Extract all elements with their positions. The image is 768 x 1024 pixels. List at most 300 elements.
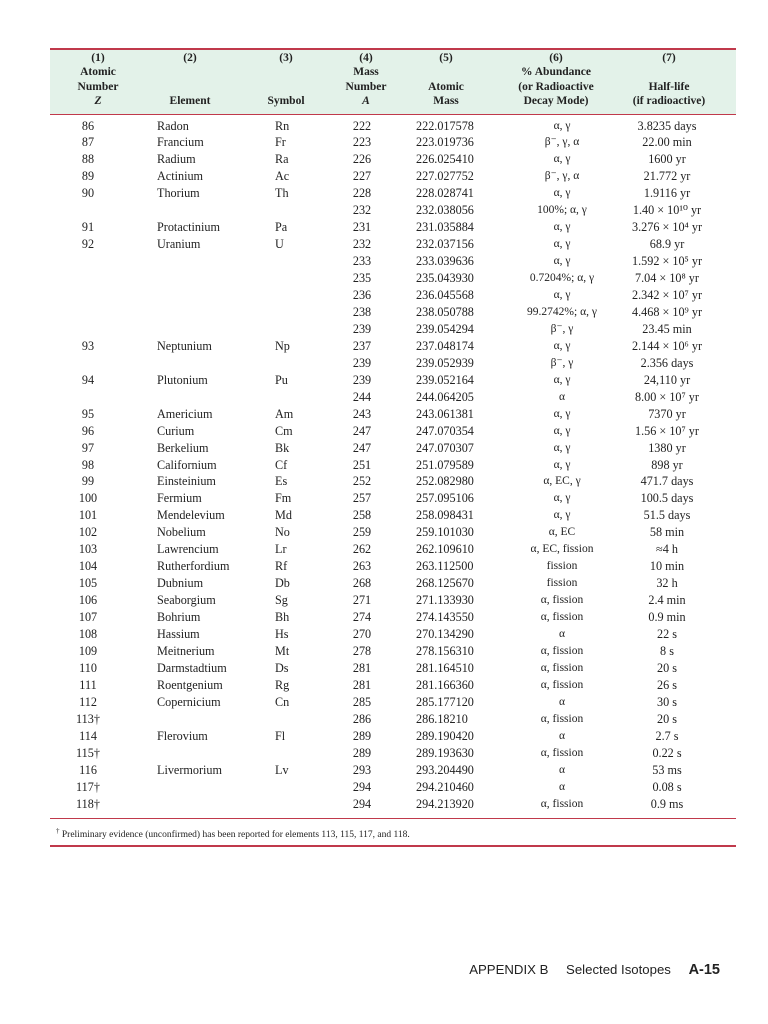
- table-row: [0, 728, 768, 745]
- cell-half-life: 24,110 yr: [643, 372, 691, 387]
- cell-decay-mode: fission: [546, 577, 578, 590]
- cell-half-life: 10 min: [649, 559, 685, 574]
- cell-half-life: 26 s: [657, 677, 677, 692]
- cell-half-life: 2.356 days: [640, 355, 694, 370]
- cell-decay-mode: α: [558, 390, 566, 403]
- cell-mass-number: 278: [352, 643, 372, 658]
- cell-symbol: Am: [275, 406, 294, 421]
- cell-decay-mode: fission: [546, 560, 578, 573]
- cell-atomic-mass: 258.098431: [416, 508, 474, 523]
- cell-atomic-mass: 239.052164: [416, 372, 474, 387]
- cell-atomic-number: 114: [79, 728, 97, 743]
- cell-decay-mode: 99.2742%; α, γ: [527, 305, 597, 318]
- table-row: [0, 338, 768, 355]
- cell-symbol: Mt: [275, 643, 290, 658]
- header-col3-spacer: [256, 65, 316, 94]
- cell-element: Californium: [157, 457, 217, 472]
- cell-atomic-number: 113†: [76, 711, 100, 726]
- cell-decay-mode: α, γ: [553, 339, 571, 352]
- table-row: [0, 524, 768, 541]
- cell-decay-mode: α, fission: [540, 661, 584, 674]
- cell-decay-mode: α, γ: [553, 509, 571, 522]
- cell-half-life: 1.9116 yr: [643, 186, 691, 201]
- header-col5-spacer: [416, 65, 476, 79]
- cell-half-life: 1.40 × 10¹⁰ yr: [632, 203, 702, 218]
- cell-atomic-mass: 243.061381: [416, 406, 474, 421]
- cell-mass-number: 231: [352, 220, 372, 235]
- cell-decay-mode: α, γ: [553, 373, 571, 386]
- header-col7-line2: (if radioactive): [632, 95, 706, 108]
- cell-atomic-mass: 244.064205: [416, 389, 474, 404]
- cell-mass-number: 252: [352, 474, 372, 489]
- cell-atomic-mass: 235.043930: [416, 271, 474, 286]
- header-col2-num: (2): [183, 52, 197, 64]
- cell-decay-mode: α, γ: [553, 492, 571, 505]
- cell-decay-mode: β⁻, γ: [550, 356, 574, 369]
- cell-mass-number: 257: [352, 491, 372, 506]
- table-row: [0, 473, 768, 490]
- appendix-label: APPENDIX B: [469, 962, 549, 977]
- header-atomic-number: [70, 51, 126, 109]
- cell-atomic-number: 91: [81, 220, 95, 235]
- cell-half-life: 2.7 s: [655, 728, 679, 743]
- cell-mass-number: 247: [352, 440, 372, 455]
- header-col1-line1: Atomic: [80, 66, 116, 79]
- cell-atomic-mass: 247.070307: [416, 440, 474, 455]
- header-col6-num: (6): [549, 52, 563, 64]
- table-row: [0, 592, 768, 609]
- cell-half-life: 30 s: [657, 694, 677, 709]
- table-row: [0, 660, 768, 677]
- cell-half-life: 2.144 × 10⁶ yr: [631, 338, 703, 353]
- cell-atomic-number: 95: [81, 406, 95, 421]
- cell-decay-mode: β⁻, γ, α: [544, 136, 580, 149]
- header-col6-line3: Decay Mode): [523, 95, 589, 108]
- table-row: [0, 711, 768, 728]
- cell-atomic-number: 110: [79, 660, 97, 675]
- header-col4-line2: Number: [345, 80, 387, 93]
- cell-half-life: 22.00 min: [642, 135, 692, 150]
- cell-element: Actinium: [157, 169, 204, 184]
- cell-atomic-number: 96: [81, 423, 95, 438]
- cell-decay-mode: 0.7204%; α, γ: [529, 272, 595, 285]
- cell-half-life: 0.22 s: [652, 745, 682, 760]
- cell-atomic-number: 106: [78, 593, 98, 608]
- table-row: [0, 457, 768, 474]
- cell-atomic-number: 105: [78, 576, 98, 591]
- cell-mass-number: 263: [352, 559, 372, 574]
- cell-decay-mode: α: [558, 780, 566, 793]
- cell-mass-number: 239: [352, 355, 372, 370]
- cell-atomic-mass: 252.082980: [416, 474, 474, 489]
- table-row: [0, 118, 768, 135]
- cell-mass-number: 281: [352, 677, 372, 692]
- cell-symbol: Db: [275, 576, 290, 591]
- cell-element: Francium: [157, 135, 204, 150]
- table-row: [0, 507, 768, 524]
- cell-decay-mode: α, fission: [540, 797, 584, 810]
- cell-decay-mode: α, γ: [553, 407, 571, 420]
- table-row: [0, 219, 768, 236]
- header-col6-line2: (or Radioactive: [518, 80, 594, 93]
- cell-atomic-mass: 237.048174: [416, 338, 474, 353]
- cell-symbol: Bh: [275, 610, 290, 625]
- cell-element: Meitnerium: [157, 643, 215, 658]
- header-col2-spacer: [150, 65, 230, 94]
- table-row: [0, 575, 768, 592]
- cell-atomic-mass: 236.045568: [416, 288, 474, 302]
- cell-atomic-mass: 281.164510: [416, 660, 474, 675]
- cell-atomic-mass: 271.133930: [416, 593, 474, 608]
- cell-atomic-number: 97: [81, 440, 95, 455]
- cell-decay-mode: α: [558, 763, 566, 776]
- cell-element: Mendelevium: [157, 508, 225, 523]
- table-row: [0, 355, 768, 372]
- cell-atomic-number: 101: [78, 508, 98, 523]
- cell-decay-mode: α, γ: [553, 458, 571, 471]
- table-row: [0, 762, 768, 779]
- section-title: Selected Isotopes: [566, 962, 671, 977]
- cell-atomic-mass: 239.054294: [416, 321, 474, 336]
- cell-decay-mode: α, fission: [540, 644, 584, 657]
- cell-symbol: Lv: [275, 762, 289, 777]
- header-col1-num: (1): [91, 52, 105, 64]
- cell-half-life: 68.9 yr: [649, 237, 685, 252]
- cell-decay-mode: α: [558, 729, 566, 742]
- cell-atomic-number: 99: [81, 474, 95, 489]
- cell-element: Thorium: [157, 186, 200, 201]
- cell-atomic-mass: 259.101030: [416, 525, 474, 540]
- cell-atomic-number: 115†: [76, 745, 100, 760]
- table-row: [0, 287, 768, 304]
- table-row: [0, 151, 768, 168]
- cell-element: Radon: [157, 118, 189, 133]
- cell-atomic-number: 112: [79, 694, 97, 709]
- cell-half-life: 20 s: [657, 711, 677, 726]
- cell-atomic-mass: 247.070354: [416, 423, 474, 438]
- cell-symbol: Bk: [275, 440, 290, 455]
- cell-symbol: No: [275, 525, 290, 540]
- cell-element: Livermorium: [157, 762, 222, 777]
- cell-atomic-number: 102: [78, 525, 98, 540]
- header-col7-line1: Half-life: [648, 80, 690, 93]
- cell-atomic-mass: 294.213920: [416, 796, 474, 811]
- page-number: A-15: [688, 962, 720, 978]
- cell-decay-mode: α, γ: [553, 441, 571, 454]
- cell-element: Radium: [157, 152, 196, 167]
- header-col5-line2: Mass: [433, 95, 459, 108]
- cell-mass-number: 233: [352, 254, 372, 269]
- cell-element: Nobelium: [157, 525, 206, 540]
- cell-atomic-mass: 232.038056: [416, 203, 474, 218]
- cell-atomic-number: 89: [81, 169, 95, 184]
- cell-symbol: Pa: [275, 220, 288, 235]
- cell-half-life: 1600 yr: [648, 152, 686, 167]
- cell-element: Flerovium: [157, 728, 208, 743]
- cell-symbol: Ra: [275, 152, 289, 167]
- cell-decay-mode: α, EC, γ: [543, 475, 581, 488]
- table-row: [0, 253, 768, 270]
- cell-symbol: Es: [275, 474, 288, 489]
- cell-mass-number: 239: [352, 372, 372, 387]
- cell-decay-mode: α, γ: [553, 221, 571, 234]
- header-col3-num: (3): [279, 52, 293, 64]
- table-row: [0, 270, 768, 287]
- table-row: [0, 745, 768, 762]
- cell-atomic-mass: 223.019736: [416, 135, 474, 150]
- cell-half-life: 32 h: [656, 576, 678, 591]
- cell-element: Rutherfordium: [157, 559, 230, 574]
- cell-symbol: Rg: [275, 677, 290, 692]
- cell-atomic-number: 100: [78, 491, 98, 506]
- cell-symbol: Fl: [275, 728, 286, 743]
- cell-atomic-number: 98: [81, 457, 95, 472]
- cell-mass-number: 294: [352, 779, 372, 794]
- cell-atomic-mass: 226.025410: [416, 152, 474, 167]
- cell-element: Hassium: [157, 627, 200, 641]
- cell-atomic-mass: 227.027752: [416, 169, 474, 184]
- table-row: [0, 168, 768, 185]
- cell-symbol: Cn: [275, 694, 290, 709]
- cell-atomic-mass: 257.095106: [416, 491, 474, 506]
- table-row: [0, 541, 768, 558]
- cell-atomic-number: 116: [79, 762, 97, 777]
- cell-half-life: 1.56 × 10⁷ yr: [635, 423, 699, 438]
- cell-atomic-mass: 289.193630: [416, 745, 474, 760]
- cell-half-life: ≈4 h: [656, 542, 678, 557]
- cell-element: Dubnium: [157, 576, 204, 591]
- header-col4-line1: Mass: [353, 66, 379, 79]
- table-row: [0, 423, 768, 440]
- cell-atomic-number: 93: [81, 338, 95, 353]
- table-row: [0, 558, 768, 575]
- cell-mass-number: 227: [352, 169, 372, 184]
- header-col6-line1: % Abundance: [521, 66, 591, 79]
- cell-symbol: Cf: [275, 457, 288, 472]
- cell-mass-number: 251: [352, 457, 372, 472]
- cell-half-life: 2.4 min: [648, 593, 686, 608]
- cell-atomic-number: 90: [81, 186, 95, 201]
- cell-atomic-number: 107: [78, 610, 98, 625]
- cell-atomic-number: 87: [81, 135, 95, 150]
- cell-element: Curium: [157, 423, 195, 438]
- cell-mass-number: 238: [352, 304, 372, 319]
- cell-half-life: 3.276 × 10⁴ yr: [631, 220, 703, 235]
- cell-mass-number: 285: [352, 694, 372, 709]
- cell-atomic-mass: 238.050788: [416, 304, 474, 319]
- cell-symbol: Fm: [275, 491, 292, 506]
- cell-atomic-mass: 293.204490: [416, 762, 474, 777]
- cell-half-life: 22 s: [657, 627, 677, 641]
- table-row: [0, 779, 768, 796]
- cell-half-life: 8.00 × 10⁷ yr: [635, 389, 699, 404]
- cell-mass-number: 232: [352, 203, 372, 218]
- footnote-bottom-rule: [50, 845, 736, 847]
- cell-mass-number: 239: [352, 321, 372, 336]
- cell-symbol: Ds: [275, 660, 289, 675]
- cell-mass-number: 243: [352, 406, 372, 421]
- cell-atomic-mass: 222.017578: [416, 118, 474, 133]
- cell-decay-mode: α, fission: [540, 594, 584, 607]
- cell-symbol: Fr: [275, 135, 286, 150]
- cell-element: Americium: [157, 406, 213, 421]
- cell-decay-mode: α, γ: [553, 424, 571, 437]
- header-atomic-mass: [416, 51, 476, 109]
- cell-decay-mode: β⁻, γ, α: [544, 170, 580, 183]
- cell-half-life: 3.8235 days: [637, 118, 697, 133]
- cell-mass-number: 270: [352, 627, 372, 641]
- table-row: [0, 626, 768, 643]
- cell-half-life: 1.592 × 10⁵ yr: [631, 254, 703, 269]
- table-row: [0, 304, 768, 321]
- cell-decay-mode: α, fission: [540, 746, 584, 759]
- cell-mass-number: 236: [352, 288, 372, 302]
- cell-decay-mode: α, γ: [553, 255, 571, 268]
- header-symbol: [256, 51, 316, 109]
- table-row: [0, 609, 768, 626]
- cell-decay-mode: 100%; α, γ: [537, 204, 587, 217]
- cell-half-life: 53 ms: [652, 762, 682, 777]
- cell-atomic-number: 108: [78, 627, 98, 641]
- cell-symbol: Np: [275, 338, 290, 353]
- cell-half-life: 21.772 yr: [643, 169, 691, 184]
- cell-atomic-mass: 294.210460: [416, 779, 474, 794]
- cell-atomic-mass: 268.125670: [416, 576, 474, 591]
- cell-decay-mode: α, γ: [553, 289, 571, 301]
- cell-half-life: 20 s: [657, 660, 677, 675]
- cell-half-life: 23.45 min: [642, 321, 692, 336]
- cell-decay-mode: α, fission: [540, 678, 584, 691]
- table-row: [0, 389, 768, 406]
- cell-mass-number: 223: [352, 135, 372, 150]
- header-col4-symbol: A: [362, 95, 370, 108]
- cell-atomic-number: 94: [81, 372, 95, 387]
- table-header: [50, 51, 736, 113]
- cell-atomic-number: 86: [81, 118, 95, 133]
- cell-element: Lawrencium: [157, 542, 219, 557]
- cell-atomic-number: 103: [78, 542, 98, 557]
- header-col5-num: (5): [439, 52, 453, 64]
- cell-atomic-mass: 262.109610: [416, 542, 474, 557]
- cell-decay-mode: α, fission: [540, 611, 584, 624]
- cell-decay-mode: α: [558, 695, 566, 708]
- cell-atomic-mass: 263.112500: [416, 559, 474, 574]
- cell-decay-mode: α, γ: [553, 187, 571, 200]
- cell-atomic-mass: 239.052939: [416, 355, 474, 370]
- cell-atomic-number: 88: [81, 152, 95, 167]
- table-row: [0, 406, 768, 423]
- cell-half-life: 7370 yr: [648, 406, 686, 421]
- cell-half-life: 7.04 × 10⁸ yr: [635, 271, 699, 286]
- cell-decay-mode: α, EC: [548, 526, 576, 539]
- cell-symbol: Lr: [275, 542, 287, 557]
- cell-symbol: Rn: [275, 118, 290, 133]
- cell-element: Darmstadtium: [157, 660, 227, 675]
- cell-mass-number: 289: [352, 728, 372, 743]
- cell-decay-mode: α: [558, 628, 566, 640]
- table-bottom-rule: [50, 818, 736, 819]
- cell-half-life: 0.9 ms: [650, 796, 684, 811]
- cell-half-life: 898 yr: [651, 457, 683, 472]
- cell-mass-number: 289: [352, 745, 372, 760]
- cell-decay-mode: α, EC, fission: [530, 543, 594, 556]
- cell-atomic-number: 109: [78, 643, 98, 658]
- cell-element: Copernicium: [157, 694, 221, 709]
- footnote-text: Preliminary evidence (unconfirmed) has been reported for elements 113, 115, 117, and 118.: [61, 830, 410, 841]
- cell-mass-number: 268: [352, 576, 372, 591]
- table-row: [0, 490, 768, 507]
- table-row: [0, 134, 768, 151]
- cell-half-life: 1380 yr: [648, 440, 686, 455]
- cell-mass-number: 235: [352, 271, 372, 286]
- cell-symbol: Md: [275, 508, 292, 523]
- table-row: [0, 236, 768, 253]
- table-row: [0, 643, 768, 660]
- cell-atomic-mass: 274.143550: [416, 610, 474, 625]
- cell-mass-number: 259: [352, 525, 372, 540]
- header-col2-label: Element: [169, 95, 211, 108]
- cell-atomic-number: 104: [78, 559, 98, 574]
- cell-atomic-mass: 278.156310: [416, 643, 474, 658]
- cell-element: Fermium: [157, 491, 202, 506]
- cell-mass-number: 294: [352, 796, 372, 811]
- cell-half-life: 2.342 × 10⁷ yr: [631, 288, 703, 302]
- cell-atomic-mass: 281.166360: [416, 677, 474, 692]
- footnote-mark: †: [56, 827, 60, 835]
- cell-atomic-mass: 233.039636: [416, 254, 474, 269]
- cell-symbol: Ac: [275, 169, 290, 184]
- cell-atomic-mass: 286.18210: [416, 711, 468, 726]
- table-row: [0, 202, 768, 219]
- cell-half-life: 58 min: [649, 525, 685, 540]
- cell-atomic-mass: 228.028741: [416, 186, 474, 201]
- cell-symbol: U: [275, 237, 284, 252]
- cell-atomic-number: 118†: [76, 796, 100, 811]
- cell-symbol: Rf: [275, 559, 288, 574]
- cell-mass-number: 222: [352, 118, 372, 133]
- cell-mass-number: 274: [352, 610, 372, 625]
- table-header-rule: [50, 114, 736, 115]
- footnote: [56, 827, 410, 840]
- page-footer: [469, 962, 720, 978]
- cell-decay-mode: β⁻, γ: [550, 322, 574, 335]
- cell-decay-mode: α, γ: [553, 119, 571, 132]
- cell-mass-number: 286: [352, 711, 372, 726]
- header-col7-spacer: [618, 65, 720, 79]
- cell-half-life: 100.5 days: [640, 491, 694, 506]
- cell-element: Bohrium: [157, 610, 201, 625]
- cell-mass-number: 244: [352, 389, 372, 404]
- cell-atomic-number: 111: [79, 677, 97, 692]
- cell-mass-number: 237: [352, 338, 372, 353]
- cell-half-life: 8 s: [660, 643, 674, 658]
- cell-half-life: 0.08 s: [652, 779, 682, 794]
- table-row: [0, 321, 768, 338]
- cell-atomic-mass: 285.177120: [416, 694, 474, 709]
- header-half-life: [618, 51, 720, 109]
- cell-decay-mode: α, fission: [540, 712, 584, 725]
- header-col1-symbol: Z: [94, 95, 102, 108]
- cell-atomic-number: 92: [81, 237, 95, 252]
- cell-half-life: 4.468 × 10⁹ yr: [631, 304, 703, 319]
- cell-mass-number: 258: [352, 508, 372, 523]
- cell-mass-number: 228: [352, 186, 372, 201]
- cell-atomic-mass: 251.079589: [416, 457, 474, 472]
- header-mass-number: [338, 51, 394, 109]
- cell-element: Neptunium: [157, 338, 212, 353]
- cell-mass-number: 226: [352, 152, 372, 167]
- cell-half-life: 0.9 min: [648, 610, 686, 625]
